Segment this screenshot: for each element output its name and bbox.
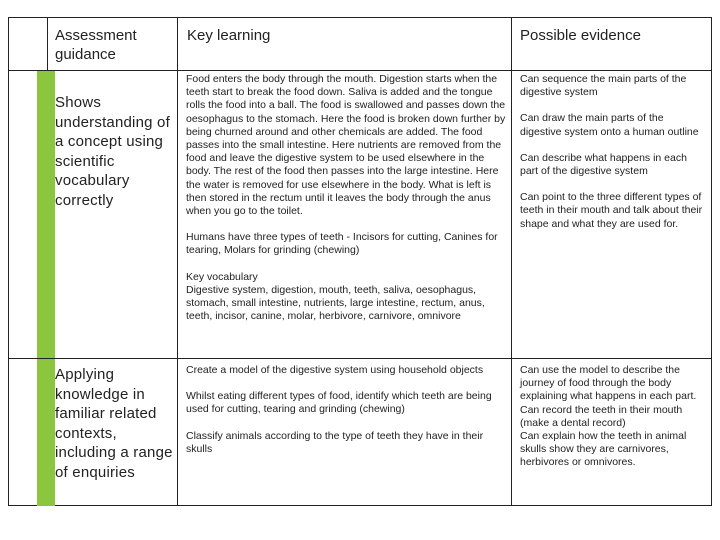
vocabulary-title: Key vocabulary — [186, 270, 258, 283]
evidence-item: Can point to the three different types of teeth in their mouth and talk about their shape and what they are used for. — [520, 191, 703, 230]
evidence-item: Can use the model to describe the journey of food through the body explaining what happens in each part. — [520, 364, 697, 403]
accent-strip — [37, 359, 55, 506]
header-possible-evidence: Possible evidence — [520, 27, 641, 44]
assessment-table — [8, 17, 712, 506]
header-assessment-guidance: Assessment guidance — [55, 27, 137, 63]
teeth-paragraph: Humans have three types of teeth - Incisors for cutting, Canines for tearing, Molars for grinding (chewing) — [186, 231, 498, 257]
row2-evidence — [520, 364, 706, 470]
header-key-learning: Key learning — [187, 27, 271, 44]
evidence-item: Can explain how the teeth in animal skulls show they are carnivores, herbivores or omnivores. — [520, 430, 687, 469]
row-divider — [9, 70, 711, 71]
activity-item: Whilst eating different types of food, identify which teeth are being used for cutting, tearing and grinding (chewing) — [186, 390, 492, 416]
evidence-item: Can describe what happens in each part of the digestive system — [520, 151, 687, 178]
evidence-item: Can sequence the main parts of the digestive system — [520, 73, 687, 99]
digestion-paragraph: Food enters the body through the mouth. Digestion starts when the teeth start to break the food down. Saliva is added and the tongue rolls the food into a ball. The food is swallowed and passes down the oesophagus to the stomach. Here the food is broken down further by being churned around and other chemicals are added. The food passes into the small intestine. Here nutrients are removed from the food and leave the digestive system to be used elsewhere in the body. The rest of the food then passes into the large intestine. Here the water is removed for use elsewhere in the body. What is left is then stored in the rectum until it leaves the body through the anus when you go to the toilet. — [186, 73, 506, 218]
column-divider — [177, 18, 178, 505]
evidence-item: Can draw the main parts of the digestive system onto a human outline — [520, 112, 699, 138]
activity-item: Create a model of the digestive system using household objects — [186, 364, 484, 376]
accent-strip — [37, 71, 55, 358]
row1-guidance: Shows understanding of a concept using scientific vocabulary correctly — [55, 94, 170, 209]
activity-item: Classify animals according to the type of teeth they have in their skulls — [186, 429, 484, 455]
row1-evidence — [520, 73, 704, 231]
row2-guidance: Applying knowledge in familiar related contexts, including a range of enquiries — [55, 366, 173, 481]
row1-key-learning — [186, 73, 508, 323]
row2-key-learning — [186, 364, 508, 456]
row-divider — [9, 358, 711, 359]
vocabulary-list: Digestive system, digestion, mouth, teeth, saliva, oesophagus, stomach, small intestine, nutrients, large intestine, rectum, anus, teeth, incisor, canine, molar, herbivore, carnivore, omnivore — [186, 283, 485, 323]
column-divider — [511, 18, 512, 505]
evidence-item: Can record the teeth in their mouth (make a dental record) — [520, 403, 683, 429]
